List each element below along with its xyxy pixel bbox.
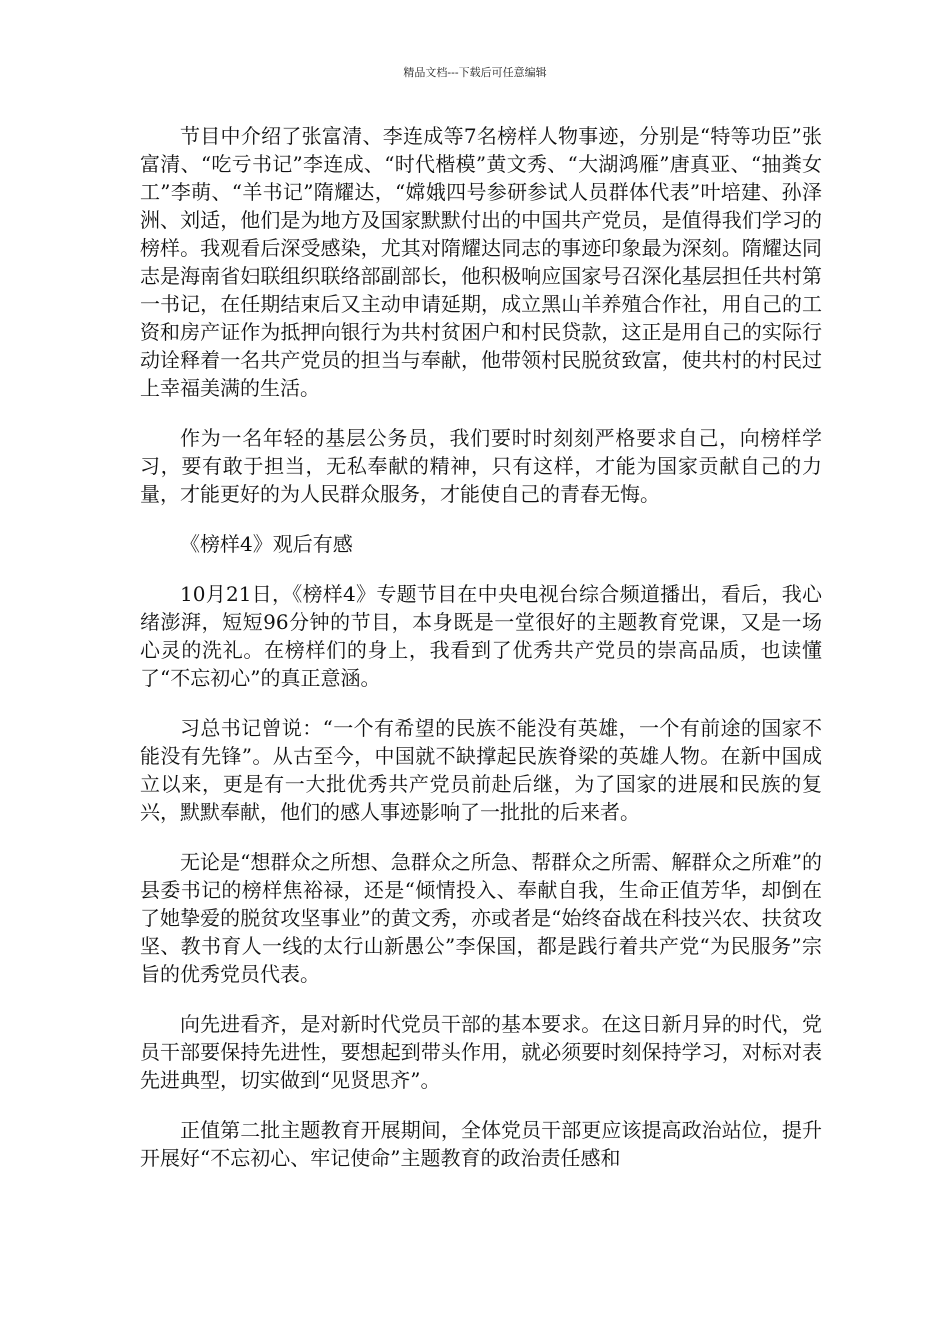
paragraph-2: 作为一名年轻的基层公务员，我们要时时刻刻严格要求自己，向榜样学习，要有敢于担当，无私奉献的精神，只有这样，才能为国家贡献自己的力量，才能更好的为人民群众服务，才能使自己的青春无悔。	[140, 426, 822, 506]
paragraph-4: 习总书记曾说：“一个有希望的民族不能没有英雄，一个有前途的国家不能没有先锋”。从古至今，中国就不缺撑起民族脊梁的英雄人物。在新中国成立以来，更是有一大批优秀共产党员前赴后继，为了国家的进展和民族的复兴，默默奉献，他们的感人事迹影响了一批批的后来者。	[140, 716, 822, 824]
document-body	[140, 122, 822, 1194]
paragraph-5: 无论是“想群众之所想、急群众之所急、帮群众之所需、解群众之所难”的县委书记的榜样焦裕禄，还是“倾情投入、奉献自我，生命正值芳华，却倒在了她挚爱的脱贫攻坚事业”的黄文秀，亦或者是“始终奋战在科技兴农、扶贫攻坚、教书育人一线的太行山新愚公”李保国，都是践行着共产党“为民服务”宗旨的优秀党员代表。	[140, 850, 822, 986]
section-title: 《榜样4》观后有感	[180, 532, 353, 556]
paragraph-6: 向先进看齐，是对新时代党员干部的基本要求。在这日新月异的时代，党员干部要保持先进性，要想起到带头作用，就必须要时刻保持学习，对标对表先进典型，切实做到“见贤思齐”。	[140, 1012, 822, 1092]
paragraph-1: 节目中介绍了张富清、李连成等7名榜样人物事迹，分别是“特等功臣”张富清、“吃亏书记”李连成、“时代楷模”黄文秀、“大湖鸿雁”唐真亚、“抽粪女工”李萌、“羊书记”隋耀达，“嫦娥四号参研参试人员群体代表”叶培建、孙泽洲、刘适，他们是为地方及国家默默付出的中国共产党员，是值得我们学习的榜样。我观看后深受感染，尤其对隋耀达同志的事迹印象最为深刻。隋耀达同志是海南省妇联组织联络部副部长，他积极响应国家号召深化基层担任共村第一书记，在任期结束后又主动申请延期，成立黑山羊养殖合作社，用自己的工资和房产证作为抵押向银行为共村贫困户和村民贷款，这正是用自己的实际行动诠释着一名共产党员的担当与奉献，他带领村民脱贫致富，使共村的村民过上幸福美满的生活。	[140, 124, 822, 400]
paragraph-3: 10月21日，《榜样4》专题节目在中央电视台综合频道播出，看后，我心绪澎湃，短短96分钟的节目，本身既是一堂很好的主题教育党课，又是一场心灵的洗礼。在榜样们的身上，我看到了优秀共产党员的崇高品质，也读懂了“不忘初心”的真正意涵。	[140, 582, 822, 690]
page-header: 精品文档---下载后可任意编辑	[403, 66, 547, 79]
paragraph-7: 正值第二批主题教育开展期间，全体党员干部更应该提高政治站位，提升开展好“不忘初心、牢记使命”主题教育的政治责任感和	[140, 1118, 822, 1170]
